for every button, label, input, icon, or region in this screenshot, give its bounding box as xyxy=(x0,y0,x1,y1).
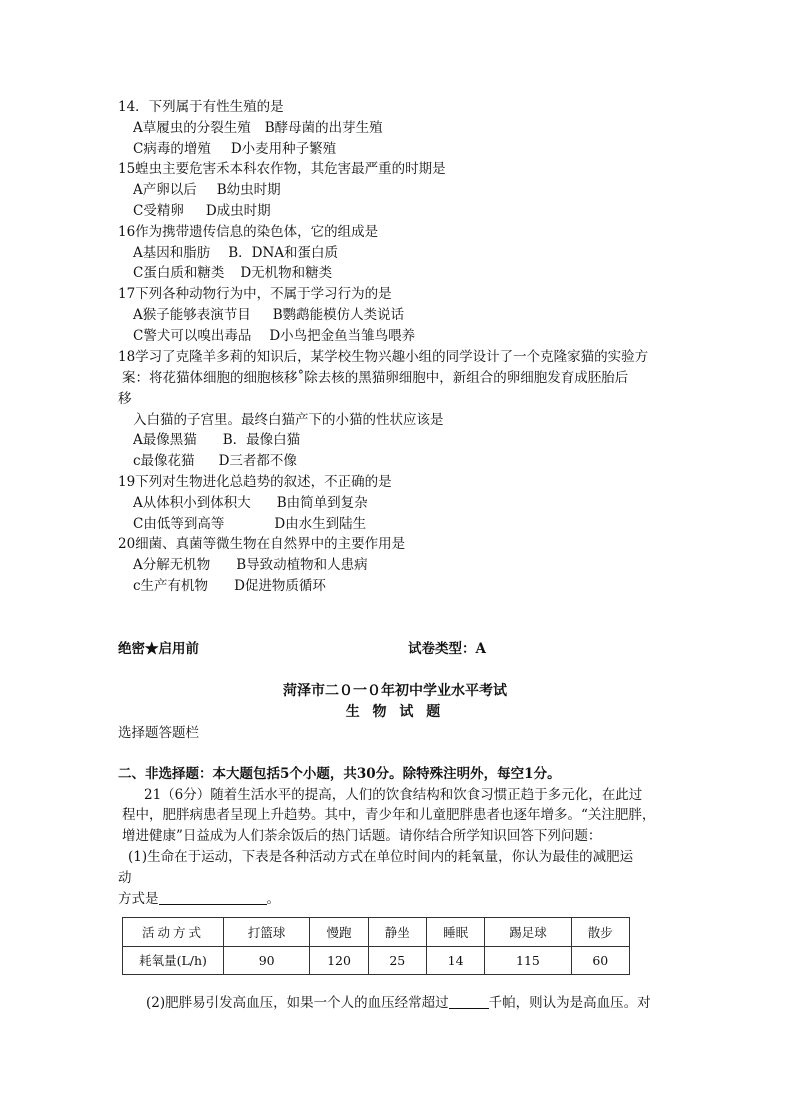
sub2-prefix: (2)肥胖易引发高血压，如果一个人的血压经常超过 xyxy=(146,995,449,1011)
table-header-cell: 踢足球 xyxy=(485,918,571,947)
question-15-options-ab xyxy=(133,181,281,199)
question-19-stem: 19下列对生物进化总趋势的叙述，不正确的是 xyxy=(118,474,392,490)
table-header-cell: 打篮球 xyxy=(224,918,310,947)
exam-title: 菏泽市二０一０年初中学业水平考试 xyxy=(283,683,507,699)
table-row-label: 耗氧量(L/h) xyxy=(123,946,224,975)
option-b: B幼虫时期 xyxy=(216,182,281,198)
question-16-options-ab xyxy=(133,244,338,262)
table-row xyxy=(123,946,630,975)
confidential-label: 绝密★启用前 xyxy=(118,641,199,657)
sub1-suffix: 。 xyxy=(266,891,280,907)
question-17-options-ab xyxy=(133,306,404,324)
q21-sub2-line xyxy=(146,994,651,1012)
table-cell: 60 xyxy=(571,946,629,975)
table-header-cell: 睡眠 xyxy=(426,918,484,947)
q21-line1: 21（6分）随着生活水平的提高，人们的饮食结构和饮食习惯正趋于多元化，在此过 xyxy=(144,787,643,803)
option-a: A草履虫的分裂生殖 xyxy=(133,120,251,136)
table-cell: 25 xyxy=(368,946,426,975)
table-header-row xyxy=(123,918,630,947)
question-19-options-ab xyxy=(133,494,368,512)
question-17-options-cd xyxy=(133,327,415,345)
q21-sub1-line3 xyxy=(118,890,280,908)
question-20-stem: 20细菌、真菌等微生物在自然界中的主要作用是 xyxy=(118,536,406,552)
option-b: B．DNA和蛋白质 xyxy=(228,245,339,261)
option-b: B导致动植物和人患病 xyxy=(236,557,368,573)
question-18-stem-line2: 案：将花猫体细胞的细胞核移˚除去核的黑猫卵细胞中，新组合的卵细胞发育成胚胎后 xyxy=(122,370,629,386)
question-16-options-cd xyxy=(133,264,332,282)
question-14-stem: 14．下列属于有性生殖的是 xyxy=(118,99,284,115)
question-15-options-cd xyxy=(133,202,271,220)
option-d: D成虫时期 xyxy=(205,203,271,219)
table-cell: 115 xyxy=(485,946,571,975)
q21-sub1-line2: 动 xyxy=(118,870,132,886)
option-d: D由水生到陆生 xyxy=(274,516,367,532)
option-d: D促进物质循环 xyxy=(234,578,326,594)
table-header-cell: 慢跑 xyxy=(310,918,368,947)
question-19-options-cd xyxy=(133,515,366,533)
paper-type-label: 试卷类型：A xyxy=(408,641,486,657)
table-cell: 90 xyxy=(224,946,310,975)
option-c: c生产有机物 xyxy=(133,578,209,594)
option-d: D无机物和糖类 xyxy=(240,265,333,281)
question-20-options-cd xyxy=(133,577,326,595)
question-18-stem-line4: 入白猫的子宫里。最终白猫产下的小猫的性状应该是 xyxy=(133,412,444,428)
option-d: D小鸟把金鱼当雏鸟喂养 xyxy=(269,328,416,344)
option-d: D小麦用种子繁殖 xyxy=(230,141,337,157)
question-18-stem: 18学习了克隆羊多莉的知识后，某学校生物兴趣小组的同学设计了一个克隆家猫的实验方 xyxy=(118,349,649,365)
answer-blank-pressure[interactable] xyxy=(449,994,489,1009)
table-header-cell: 静坐 xyxy=(368,918,426,947)
activity-oxygen-table xyxy=(122,917,630,975)
option-c: C病毒的增殖 xyxy=(133,141,211,157)
option-b: B鹦鹉能模仿人类说话 xyxy=(272,307,405,323)
sub2-suffix: 千帕，则认为是高血压。对 xyxy=(488,995,651,1011)
option-a: A最像黑猫 xyxy=(133,432,197,448)
table-cell: 14 xyxy=(426,946,484,975)
question-18-options-cd xyxy=(133,452,297,470)
question-15-stem: 15蝗虫主要危害禾本科农作物，其危害最严重的时期是 xyxy=(118,161,446,177)
question-17-stem: 17下列各种动物行为中，不属于学习行为的是 xyxy=(118,286,392,302)
sub1-prefix: 方式是 xyxy=(118,891,159,907)
subject-title: 生 物 试 题 xyxy=(345,704,445,720)
q21-line2: 程中，肥胖病患者呈现上升趋势。其中，青少年和儿童肥胖患者也逐年增多。“关注肥胖， xyxy=(122,807,656,823)
option-c: C由低等到高等 xyxy=(133,516,225,532)
option-d: D三者都不像 xyxy=(218,453,297,469)
option-a: A产卵以后 xyxy=(133,182,197,198)
question-14-options-ab xyxy=(133,119,383,137)
option-c: C蛋白质和糖类 xyxy=(133,265,225,281)
question-16-stem: 16作为携带遗传信息的染色体，它的组成是 xyxy=(118,224,379,240)
table-cell: 120 xyxy=(310,946,368,975)
option-c: C警犬可以嗅出毒品 xyxy=(133,328,252,344)
option-b: B酵母菌的出芽生殖 xyxy=(264,120,383,136)
question-20-options-ab xyxy=(133,556,368,574)
q21-line3: 增进健康”日益成为人们荼余饭后的热门话题。请你结合所学知识回答下列问题： xyxy=(122,828,602,844)
option-a: A分解无机物 xyxy=(133,557,211,573)
section2-heading: 二、非选择题：本大题包括5个小题，共30分。除特殊注明外，每空1分。 xyxy=(118,766,561,782)
answer-blank-exercise[interactable] xyxy=(159,890,267,905)
question-14-options-cd xyxy=(133,140,336,158)
question-18-stem-line3: 移 xyxy=(118,391,132,407)
option-a: A猴子能够表演节目 xyxy=(133,307,251,323)
question-18-options-ab xyxy=(133,431,300,449)
option-b: B由简单到复杂 xyxy=(276,495,368,511)
q21-sub1-line1: (1)生命在于运动，下表是各种活动方式在单位时间内的耗氧量，你认为最佳的减肥运 xyxy=(128,849,634,865)
answer-bar-label: 选择题答题栏 xyxy=(118,725,199,741)
option-c: c最像花猫 xyxy=(133,453,195,469)
option-b: B．最像白猫 xyxy=(222,432,301,448)
option-a: A从体积小到体积大 xyxy=(133,495,251,511)
table-header-cell: 散步 xyxy=(571,918,629,947)
table-header-label: 活动方式 xyxy=(123,918,224,947)
option-c: C受精卵 xyxy=(133,203,184,219)
option-a: A基因和脂肪 xyxy=(133,245,211,261)
